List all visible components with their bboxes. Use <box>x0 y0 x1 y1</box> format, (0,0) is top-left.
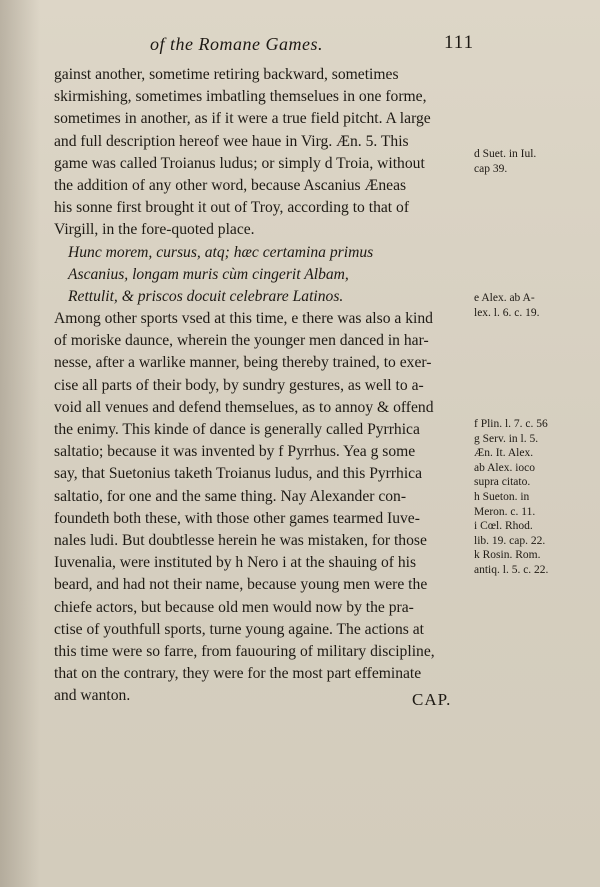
text-line: and full description hereof wee haue in Virg. Æn. 5. This <box>54 132 409 150</box>
margin-note-group-2 <box>474 292 539 321</box>
text-line: this time were so farre, from fauouring of military discipline, <box>54 642 435 660</box>
text-line: nales ludi. But doubtlesse herein he was mistaken, for those <box>54 531 427 549</box>
text-line: the enimy. This kinde of dance is generally called Pyrrhica <box>54 421 420 438</box>
margin-note: k Rosin. Rom. <box>474 549 541 562</box>
text-line: say, that Suetonius taketh Troianus ludus, and this Pyrrhica <box>54 465 423 483</box>
margin-note-group-3 <box>474 418 548 579</box>
text-line: that on the contrary, they were for the most part effeminate <box>54 665 422 683</box>
text-line: saltatio, for one and the same thing. Nay Alexander con- <box>54 487 407 505</box>
text-line: Among other sports vsed at this time, e there was also a kind <box>54 310 433 328</box>
margin-note: d Suet. in Iul. <box>474 148 537 160</box>
margin-notes <box>474 148 594 576</box>
text-line: foundeth both these, with those other games tearmed Iuve- <box>54 509 420 527</box>
margin-note: Meron. c. 11. <box>474 505 536 518</box>
text-line: his sonne first brought it out of Troy, according to that of <box>54 199 410 217</box>
text-line: gainst another, sometime retiring backward, sometimes <box>54 66 399 83</box>
text-line: void all venues and defend themselues, as to annoy & offend <box>54 398 434 416</box>
text-line: ctise of youthfull sports, turne young againe. The actions at <box>54 620 424 638</box>
running-title: of the Romane Games. <box>150 34 323 54</box>
margin-note: h Sueton. in <box>474 490 530 503</box>
text-line: the addition of any other word, because Ascanius Æneas <box>54 176 407 194</box>
text-line: beard, and had not their name, because young men were the <box>54 576 428 594</box>
text-line: saltatio; because it was invented by f Pyrrhus. Yea g some <box>54 443 416 461</box>
margin-note: antiq. l. 5. c. 22. <box>474 563 549 576</box>
text-line: Virgill, in the fore-quoted place. <box>54 221 255 239</box>
text-line: game was called Troianus ludus; or simply d Troia, without <box>54 154 425 172</box>
margin-note-group-1 <box>474 148 594 175</box>
margin-note: Æn. It. Alex. <box>474 447 534 460</box>
catchword: CAP. <box>412 690 452 709</box>
margin-note: g Serv. in l. 5. <box>474 432 539 445</box>
text-line: cise all parts of their body, by sundry gestures, as well to a- <box>54 376 424 394</box>
text-line: of moriske daunce, wherein the younger men danced in har- <box>54 332 429 350</box>
text-line: nesse, after a warlike manner, being thereby trained, to exer- <box>54 354 432 372</box>
text-line: skirmishing, sometimes imbatling themselues in one forme, <box>54 88 427 106</box>
margin-note: lex. l. 6. c. 19. <box>474 306 540 319</box>
gutter-shadow <box>0 0 40 887</box>
margin-note: ab Alex. ioco <box>474 461 535 474</box>
margin-note: i Cœl. Rhod. <box>474 520 533 533</box>
margin-note: e Alex. ab A- <box>474 292 535 304</box>
margin-note: supra citato. <box>474 476 531 489</box>
text-line: chiefe actors, but because old men would now by the pra- <box>54 598 414 616</box>
text-line: and wanton. <box>54 687 131 705</box>
margin-note: f Plin. l. 7. c. 56 <box>474 418 548 430</box>
margin-note: cap 39. <box>474 162 508 175</box>
margin-note: lib. 19. cap. 22. <box>474 534 546 547</box>
verse-line: Hunc morem, cursus, atq; hæc certamina primus <box>68 243 374 261</box>
text-line: Iuvenalia, were instituted by h Nero i at the shauing of his <box>54 554 417 572</box>
verse-line: Ascanius, longam muris cùm cingerit Albam, <box>68 265 349 283</box>
body-text <box>54 64 474 707</box>
text-line: sometimes in another, as if it were a true field pitcht. A large <box>54 110 431 128</box>
page-number: 111 <box>444 32 475 53</box>
verse-line: Rettulit, & priscos docuit celebrare Latinos. <box>68 287 344 305</box>
